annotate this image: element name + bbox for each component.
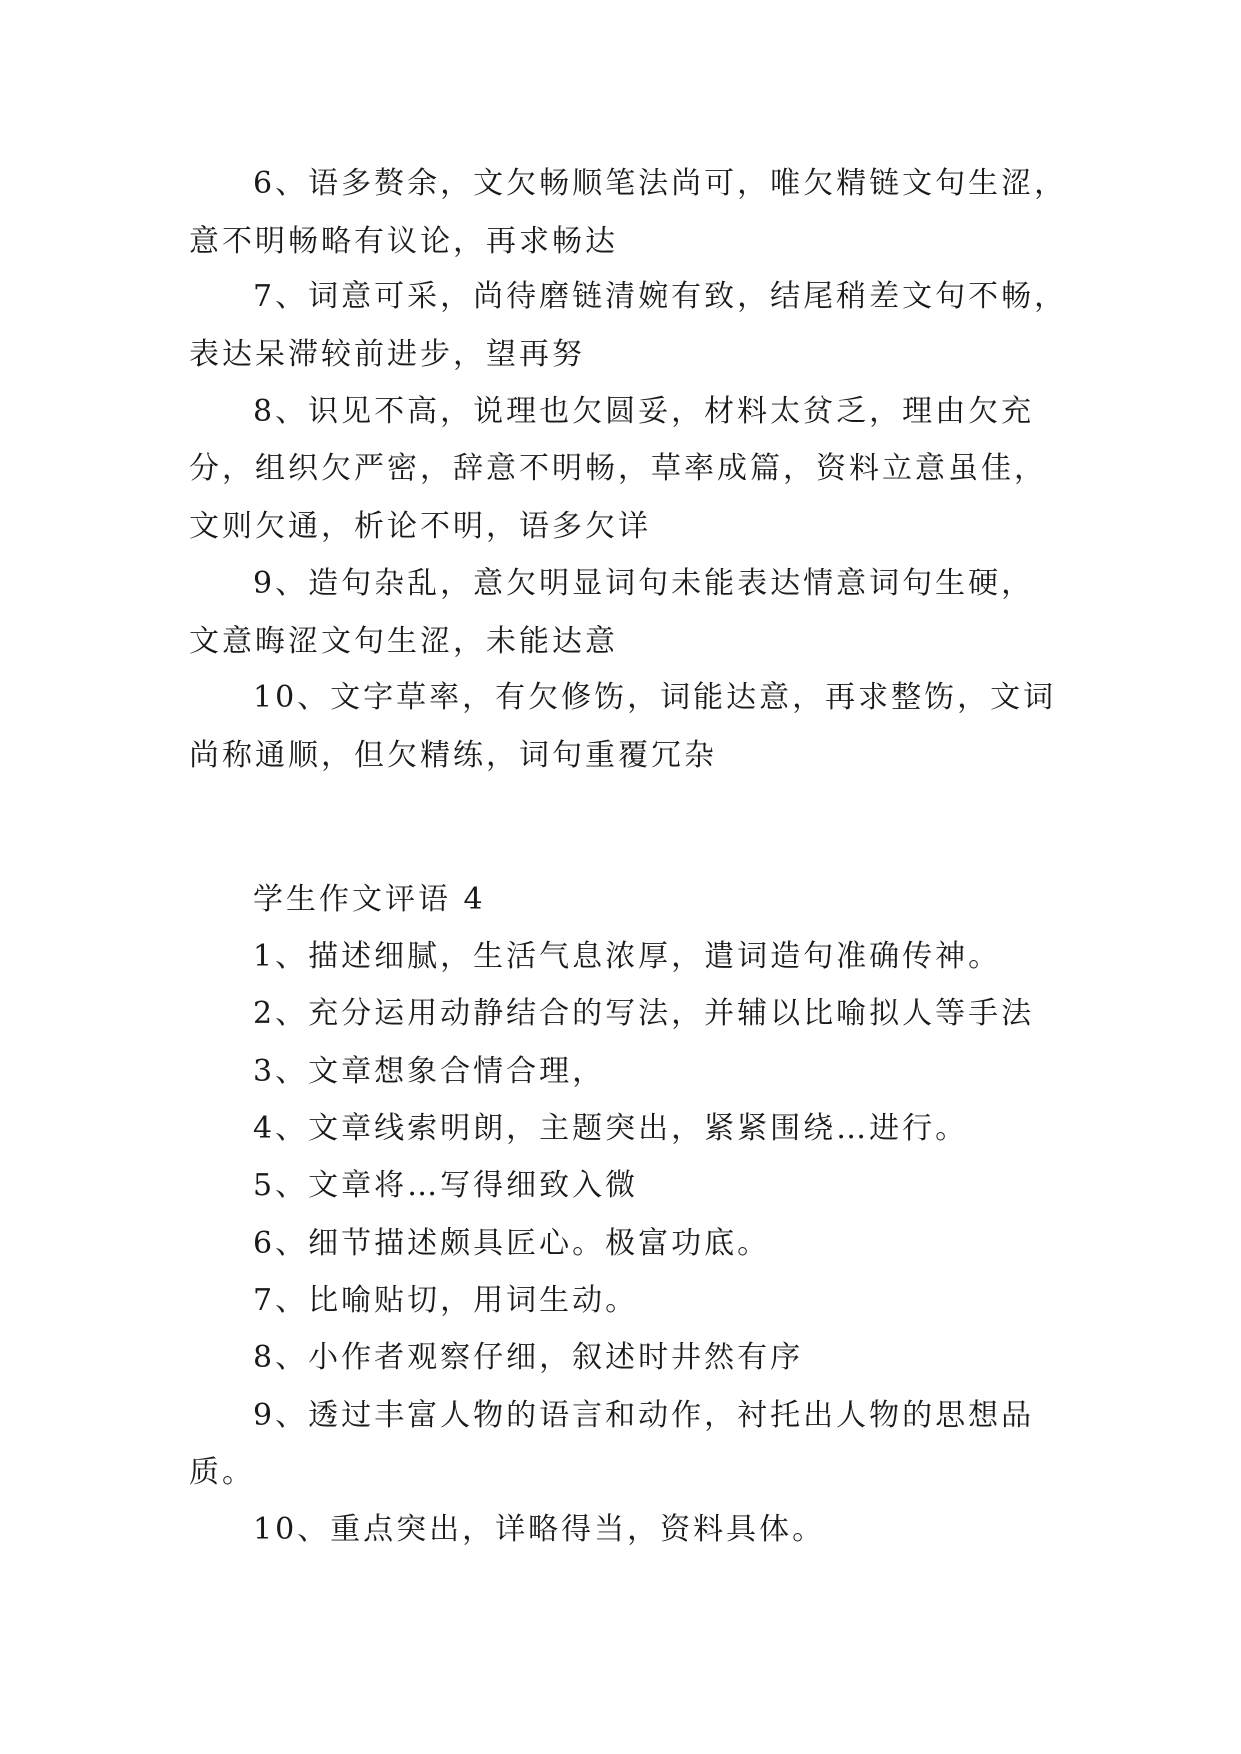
comment-item-7-line-1: 7、词意可采，尚待磨链清婉有致，结尾稍差文句不畅， [253, 279, 1068, 314]
comment-item-10-line-1: 10、文字草率，有欠修饬，词能达意，再求整饬，文词 [253, 680, 1057, 715]
comment-item-9-line-1: 9、造句杂乱，意欠明显词句未能表达情意词句生硬， [253, 566, 1035, 601]
comment-item-6-line-2: 意不明畅略有议论，再求畅达 [189, 224, 618, 259]
comment-item-8-line-1: 8、识见不高，说理也欠圆妥，材料太贫乏，理由欠充 [253, 394, 1035, 429]
review-item-5: 5、文章将…写得细致入微 [253, 1168, 639, 1203]
comment-item-8-line-2: 分，组织欠严密，辞意不明畅，草率成篇，资料立意虽佳， [189, 451, 1047, 486]
review-item-7: 7、比喻贴切，用词生动。 [253, 1283, 639, 1318]
comment-item-8-line-3: 文则欠通，析论不明，语多欠详 [189, 509, 651, 544]
review-item-6: 6、细节描述颇具匠心。极富功底。 [253, 1226, 771, 1261]
comment-item-6-line-1: 6、语多赘余，文欠畅顺笔法尚可，唯欠精链文句生涩， [253, 166, 1068, 201]
review-item-10: 10、重点突出，详略得当，资料具体。 [253, 1512, 826, 1547]
comment-item-9-line-2: 文意晦涩文句生涩，未能达意 [189, 624, 618, 659]
comment-item-7-line-2: 表达呆滞较前进步，望再努 [189, 337, 585, 372]
section-heading: 学生作文评语 4 [253, 882, 486, 917]
review-item-1: 1、描述细腻，生活气息浓厚，遣词造句准确传神。 [253, 939, 1002, 974]
review-item-9-line-2: 质。 [189, 1455, 255, 1490]
review-item-4: 4、文章线索明朗，主题突出，紧紧围绕…进行。 [253, 1111, 969, 1146]
comment-item-10-line-2: 尚称通顺，但欠精练，词句重覆冗杂 [189, 738, 717, 773]
review-item-9-line-1: 9、透过丰富人物的语言和动作，衬托出人物的思想品 [253, 1398, 1035, 1433]
review-item-3: 3、文章想象合情合理， [253, 1054, 606, 1089]
review-item-2: 2、充分运用动静结合的写法，并辅以比喻拟人等手法 [253, 996, 1035, 1031]
review-item-8: 8、小作者观察仔细，叙述时井然有序 [253, 1340, 804, 1375]
